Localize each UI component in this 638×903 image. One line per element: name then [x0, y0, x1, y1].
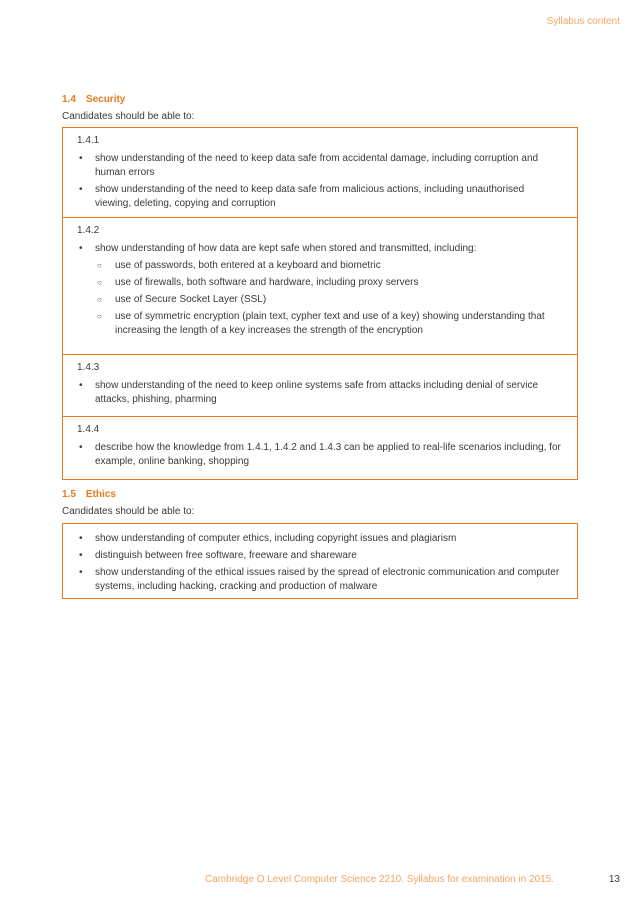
- list-item: • show understanding of computer ethics, including copyright issues and plagiarism: [77, 532, 563, 546]
- sub-list-item: ○ use of passwords, both entered at a keyboard and biometric: [77, 259, 563, 273]
- running-header: Syllabus content: [546, 16, 620, 27]
- list-item: • show understanding of the need to keep data safe from malicious actions, including unauthorised viewing, deleting, copying and corruption: [77, 183, 563, 211]
- cell-1-4-1: [63, 128, 577, 218]
- section-heading-ethics: [62, 489, 116, 500]
- section-number: 1.5: [62, 489, 76, 500]
- list-item: • show understanding of how data are kept safe when stored and transmitted, including:: [77, 242, 563, 256]
- cell-1-4-2: [63, 218, 577, 355]
- cell-code: 1.4.1: [77, 135, 100, 146]
- section-title: Security: [85, 94, 126, 105]
- sub-list-item: ○ use of firewalls, both software and hardware, including proxy servers: [77, 276, 563, 290]
- cell-1-4-4: [63, 417, 577, 479]
- security-table: [62, 127, 578, 480]
- page-number: 13: [608, 874, 620, 885]
- cell-ethics: [63, 524, 577, 598]
- list-item: • show understanding of the need to keep online systems safe from attacks including denial of service attacks, phishing, pharming: [77, 379, 563, 407]
- list-item: • describe how the knowledge from 1.4.1, 1.4.2 and 1.4.3 can be applied to real-life scenarios including, for example, online banking, shopping: [77, 441, 563, 469]
- list-item: • distinguish between free software, freeware and shareware: [77, 549, 563, 563]
- cell-code: 1.4.3: [77, 362, 100, 373]
- section-title: Ethics: [85, 489, 116, 500]
- list-item: • show understanding of the need to keep data safe from accidental damage, including corruption and human errors: [77, 152, 563, 180]
- sub-list-item: ○ use of symmetric encryption (plain text, cypher text and use of a key) showing understanding that increasing the length of a key increases the strength of the encryption: [77, 310, 563, 338]
- section-intro: Candidates should be able to:: [62, 111, 195, 122]
- section-number: 1.4: [62, 94, 76, 105]
- cell-code: 1.4.2: [77, 225, 100, 236]
- footer-text: Cambridge O Level Computer Science 2210. Syllabus for examination in 2015.: [205, 874, 555, 885]
- ethics-table: [62, 523, 578, 599]
- section-heading-security: [62, 94, 125, 105]
- cell-1-4-3: [63, 355, 577, 417]
- sub-list-item: ○ use of Secure Socket Layer (SSL): [77, 293, 563, 307]
- cell-code: 1.4.4: [77, 424, 100, 435]
- section-intro: Candidates should be able to:: [62, 506, 195, 517]
- list-item: • show understanding of the ethical issues raised by the spread of electronic communication and computer systems, including hacking, cracking and production of malware: [77, 566, 563, 594]
